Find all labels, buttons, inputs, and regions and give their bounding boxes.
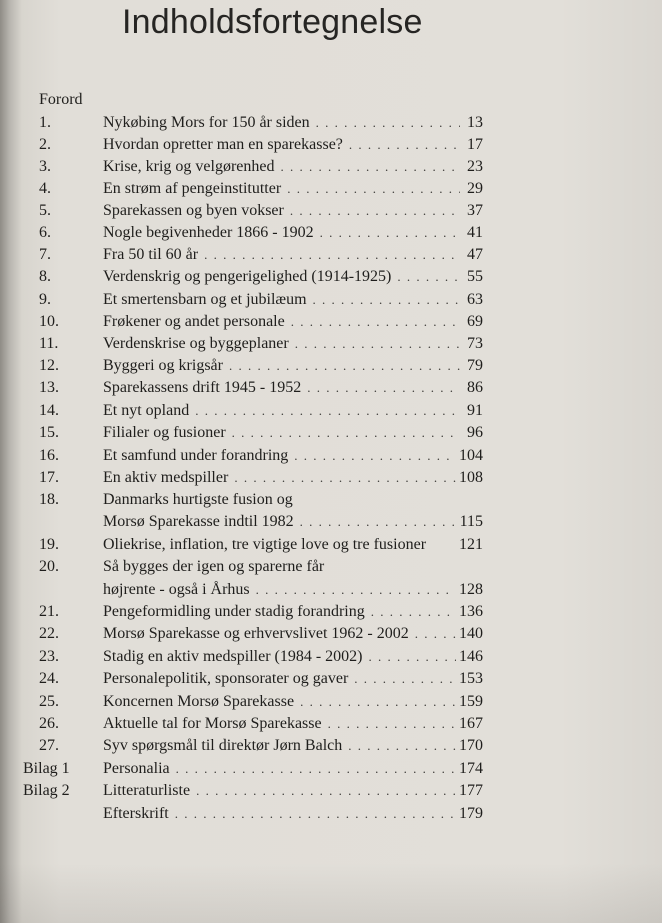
toc-entry bbox=[103, 713, 483, 735]
chapter-number: Bilag 2 bbox=[23, 782, 70, 800]
chapter-number: 21. bbox=[39, 603, 59, 620]
chapter-number: 15. bbox=[39, 424, 59, 441]
dot-leader bbox=[316, 112, 460, 134]
toc-entry bbox=[103, 377, 483, 399]
toc-row bbox=[0, 623, 662, 645]
toc-entry bbox=[103, 400, 483, 422]
chapter-title: Aktuelle tal for Morsø Sparekasse bbox=[103, 715, 322, 732]
toc-entry bbox=[103, 668, 483, 690]
chapter-number: 4. bbox=[39, 180, 51, 197]
dot-leader bbox=[349, 134, 460, 156]
dot-leader bbox=[175, 803, 456, 825]
page-number: 73 bbox=[467, 335, 483, 352]
chapter-number: 19. bbox=[39, 535, 59, 553]
chapter-title: Et smertensbarn og et jubilæum bbox=[103, 291, 307, 308]
dot-leader bbox=[320, 222, 460, 244]
chapter-title: Danmarks hurtigste fusion og bbox=[103, 491, 293, 508]
dot-leader bbox=[196, 780, 456, 802]
toc-row bbox=[0, 758, 662, 780]
toc-row bbox=[0, 556, 662, 578]
chapter-title: Morsø Sparekasse og erhvervslivet 1962 - 2002 bbox=[103, 625, 409, 643]
foreword-label: Forord bbox=[39, 91, 83, 108]
chapter-number: 25. bbox=[39, 692, 59, 710]
page-number: 63 bbox=[467, 291, 483, 308]
page-number: 140 bbox=[459, 625, 483, 643]
dot-leader bbox=[369, 646, 456, 668]
dot-leader bbox=[300, 511, 457, 533]
page-number: 86 bbox=[467, 379, 483, 396]
page-number: 23 bbox=[467, 158, 483, 175]
toc-entry bbox=[103, 134, 483, 156]
chapter-number: 1. bbox=[39, 114, 51, 131]
chapter-number: 2. bbox=[39, 136, 51, 153]
toc-row bbox=[0, 400, 662, 422]
page-number: 17 bbox=[467, 136, 483, 153]
toc-entry bbox=[103, 803, 483, 825]
toc-row bbox=[0, 244, 662, 266]
chapter-title: Så bygges der igen og sparerne får bbox=[103, 558, 325, 576]
chapter-title: Syv spørgsmål til direktør Jørn Balch bbox=[103, 737, 343, 755]
dot-leader bbox=[295, 333, 460, 355]
toc-row bbox=[0, 333, 662, 355]
toc-row bbox=[0, 200, 662, 222]
toc-entry bbox=[103, 623, 483, 645]
chapter-number: 22. bbox=[39, 625, 59, 643]
toc-row bbox=[0, 803, 662, 825]
dot-leader bbox=[348, 735, 456, 757]
page-number: 153 bbox=[459, 670, 483, 688]
page-number: 79 bbox=[467, 357, 483, 374]
toc-entry bbox=[103, 333, 483, 355]
dot-leader bbox=[313, 289, 460, 311]
dot-leader bbox=[294, 445, 456, 467]
toc-row bbox=[0, 489, 662, 511]
dot-leader bbox=[290, 200, 460, 222]
chapter-number: 3. bbox=[39, 158, 51, 175]
page-number: 121 bbox=[459, 535, 483, 553]
chapter-title: Sparekassens drift 1945 - 1952 bbox=[103, 379, 302, 396]
toc-entry bbox=[103, 200, 483, 222]
chapter-number: 5. bbox=[39, 202, 51, 219]
toc-entry bbox=[103, 355, 483, 377]
page-number: 115 bbox=[459, 513, 483, 531]
page-number: 159 bbox=[459, 692, 483, 710]
toc-entry bbox=[103, 422, 483, 444]
page-number: 13 bbox=[467, 114, 483, 131]
dot-leader bbox=[371, 601, 456, 623]
page-number: 179 bbox=[459, 804, 483, 822]
chapter-title: Litteraturliste bbox=[103, 782, 191, 800]
toc-entry bbox=[103, 266, 483, 288]
dot-leader bbox=[281, 156, 460, 178]
toc-entry bbox=[103, 222, 483, 244]
dot-leader bbox=[234, 467, 456, 489]
toc-row bbox=[0, 534, 662, 556]
toc-row bbox=[0, 780, 662, 802]
dot-leader bbox=[415, 623, 456, 645]
page-number: 108 bbox=[459, 469, 483, 486]
dot-leader bbox=[300, 691, 456, 713]
page-number: 167 bbox=[459, 715, 483, 732]
chapter-title: Nykøbing Mors for 150 år siden bbox=[103, 114, 310, 131]
toc-entry bbox=[103, 178, 483, 200]
toc-entry bbox=[103, 601, 483, 623]
chapter-number: 26. bbox=[39, 715, 59, 732]
page-number: 104 bbox=[459, 447, 483, 464]
toc-row-continuation bbox=[0, 579, 662, 601]
toc-row bbox=[0, 713, 662, 735]
chapter-number: 11. bbox=[39, 335, 59, 352]
toc-row bbox=[0, 467, 662, 489]
chapter-title: Sparekassen og byen vokser bbox=[103, 202, 284, 219]
dot-leader bbox=[204, 244, 460, 266]
dot-leader bbox=[195, 400, 460, 422]
chapter-number: 12. bbox=[39, 357, 59, 374]
dot-leader bbox=[291, 311, 460, 333]
toc-row bbox=[0, 735, 662, 757]
page-number: 177 bbox=[459, 782, 483, 800]
toc-row bbox=[0, 422, 662, 444]
chapter-number: 27. bbox=[39, 737, 59, 755]
toc-row bbox=[0, 266, 662, 288]
toc-row bbox=[0, 134, 662, 156]
page-number: 136 bbox=[459, 603, 483, 620]
chapter-number: 20. bbox=[39, 558, 59, 576]
page-title: Indholdsfortegnelse bbox=[122, 3, 423, 41]
chapter-number: 6. bbox=[39, 224, 51, 241]
toc-row-continuation bbox=[0, 511, 662, 533]
toc-entry bbox=[103, 244, 483, 266]
chapter-title: Personalia bbox=[103, 759, 170, 777]
chapter-title: Koncernen Morsø Sparekasse bbox=[103, 692, 295, 710]
toc-entry bbox=[103, 467, 483, 489]
chapter-number: 14. bbox=[39, 402, 59, 419]
dot-leader bbox=[287, 178, 460, 200]
dot-leader bbox=[229, 355, 460, 377]
toc-entry bbox=[103, 156, 483, 178]
page-number: 96 bbox=[467, 424, 483, 441]
toc-entry bbox=[103, 758, 483, 780]
toc-row bbox=[0, 445, 662, 467]
chapter-number: 13. bbox=[39, 379, 59, 396]
page-number: 69 bbox=[467, 313, 483, 330]
page-number: 174 bbox=[459, 759, 483, 777]
dot-leader bbox=[328, 713, 456, 735]
dot-leader bbox=[256, 579, 456, 601]
toc-entry bbox=[103, 445, 483, 467]
dot-leader bbox=[397, 266, 460, 288]
page-number: 170 bbox=[459, 737, 483, 755]
toc-row bbox=[0, 646, 662, 668]
chapter-title: Et nyt opland bbox=[103, 402, 190, 419]
chapter-title: Personalepolitik, sponsorater og gaver bbox=[103, 670, 349, 688]
chapter-number: 18. bbox=[39, 491, 59, 508]
toc-row bbox=[0, 112, 662, 134]
toc-entry bbox=[103, 735, 483, 757]
toc-row bbox=[0, 691, 662, 713]
chapter-number: 8. bbox=[39, 268, 51, 285]
toc-row bbox=[0, 355, 662, 377]
page-number: 91 bbox=[467, 402, 483, 419]
page-number: 47 bbox=[467, 246, 483, 263]
toc-entry bbox=[103, 311, 483, 333]
toc-row bbox=[0, 377, 662, 399]
chapter-title: Verdenskrig og pengerigelighed (1914-1925) bbox=[103, 268, 392, 285]
toc-entry bbox=[103, 289, 483, 311]
chapter-number: 24. bbox=[39, 670, 59, 688]
page-number: 37 bbox=[467, 202, 483, 219]
chapter-title: Verdenskrise og byggeplaner bbox=[103, 335, 289, 352]
chapter-title-continuation: Morsø Sparekasse indtil 1982 bbox=[103, 513, 294, 531]
chapter-number: 10. bbox=[39, 313, 59, 330]
chapter-number: 7. bbox=[39, 246, 51, 263]
toc-row bbox=[0, 311, 662, 333]
page-number: 55 bbox=[467, 268, 483, 285]
chapter-title: Hvordan opretter man en sparekasse? bbox=[103, 136, 343, 153]
chapter-title: Oliekrise, inflation, tre vigtige love og tre fusioner bbox=[103, 535, 427, 553]
dot-leader bbox=[307, 377, 460, 399]
chapter-title: En aktiv medspiller bbox=[103, 469, 229, 486]
chapter-title: Efterskrift bbox=[103, 804, 169, 822]
chapter-title: Krise, krig og velgørenhed bbox=[103, 158, 275, 175]
toc-entry bbox=[103, 511, 483, 533]
dot-leader bbox=[354, 668, 456, 690]
page-number: 146 bbox=[459, 647, 483, 665]
toc-entry bbox=[103, 646, 483, 668]
toc-row bbox=[0, 601, 662, 623]
page-number: 128 bbox=[459, 580, 483, 598]
chapter-title: Et samfund under forandring bbox=[103, 447, 289, 464]
toc-row bbox=[0, 668, 662, 690]
chapter-number: 16. bbox=[39, 447, 59, 464]
toc-row bbox=[0, 289, 662, 311]
toc-entry bbox=[103, 534, 483, 556]
toc-entry bbox=[103, 579, 483, 601]
toc-entry bbox=[103, 780, 483, 802]
chapter-number: Bilag 1 bbox=[23, 759, 70, 777]
chapter-title: Pengeformidling under stadig forandring bbox=[103, 603, 365, 620]
toc-entry bbox=[103, 691, 483, 713]
toc-row bbox=[0, 178, 662, 200]
chapter-title: En strøm af pengeinstitutter bbox=[103, 180, 282, 197]
chapter-number: 9. bbox=[39, 291, 51, 308]
toc-row bbox=[0, 156, 662, 178]
chapter-number: 23. bbox=[39, 647, 59, 665]
chapter-title: Nogle begivenheder 1866 - 1902 bbox=[103, 224, 314, 241]
page-number: 41 bbox=[467, 224, 483, 241]
dot-leader bbox=[176, 758, 456, 780]
toc-row bbox=[0, 222, 662, 244]
chapter-title: Fra 50 til 60 år bbox=[103, 246, 199, 263]
chapter-title: Stadig en aktiv medspiller (1984 - 2002) bbox=[103, 647, 363, 665]
page-number: 29 bbox=[467, 180, 483, 197]
chapter-title: Frøkener og andet personale bbox=[103, 313, 285, 330]
chapter-number: 17. bbox=[39, 469, 59, 486]
chapter-title-continuation: højrente - også i Århus bbox=[103, 580, 250, 598]
chapter-title: Filialer og fusioner bbox=[103, 424, 226, 441]
dot-leader bbox=[232, 422, 460, 444]
chapter-title: Byggeri og krigsår bbox=[103, 357, 223, 374]
toc-entry bbox=[103, 112, 483, 134]
